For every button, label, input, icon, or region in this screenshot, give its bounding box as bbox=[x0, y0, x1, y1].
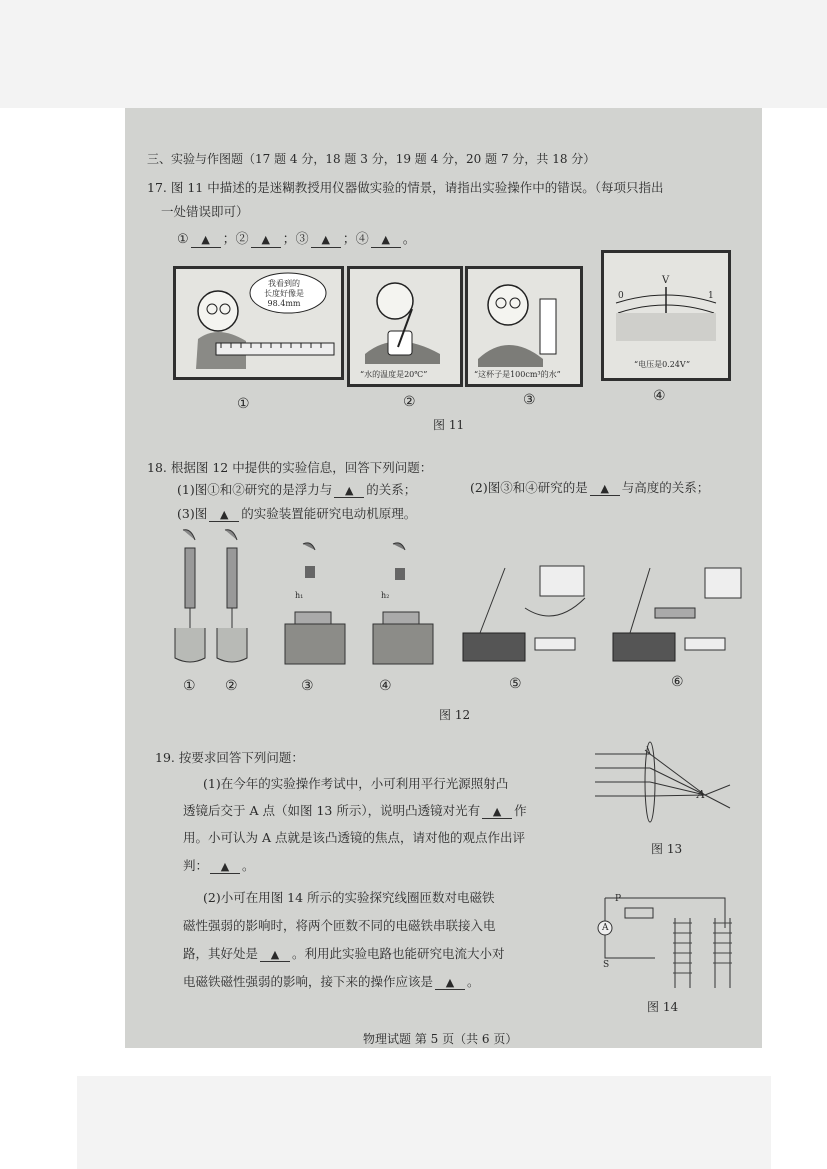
q18-part3: (3)图 ▲ 的实验装置能研究电动机原理。 bbox=[177, 506, 417, 521]
q17-answer-blank-3[interactable]: ▲ bbox=[311, 232, 341, 248]
q17-blank-label-4: ；④ bbox=[342, 232, 369, 247]
top-margin bbox=[0, 0, 827, 108]
fig11-label-3: ③ bbox=[523, 392, 536, 408]
q18-answer-blank-2[interactable]: ▲ bbox=[590, 480, 620, 496]
q19-p2-line1: (2)小可在用图 14 所示的实验探究线圈匝数对电磁铁 bbox=[203, 890, 495, 905]
q19-p2-line2: 磁性强弱的影响时，将两个匝数不同的电磁铁串联接入电 bbox=[183, 918, 496, 933]
fig13-lens-diagram bbox=[590, 740, 740, 830]
professor-cylinder-illustration bbox=[468, 269, 580, 384]
q17-text-line2: 一处错误即可） bbox=[161, 204, 249, 219]
q17-answer-line bbox=[177, 228, 416, 248]
fig11-caption-3: “这杯子是100cm³的水” bbox=[474, 370, 561, 379]
q17-answer-blank-4[interactable]: ▲ bbox=[371, 232, 401, 248]
q19-p1-line2: 透镜后交于 A 点（如图 13 所示），说明凸透镜对光有 ▲ 作 bbox=[183, 803, 527, 818]
fig11-label-4: ④ bbox=[653, 388, 666, 404]
fig12-title: 图 12 bbox=[439, 708, 471, 722]
q19-p1-line4: 判： ▲ 。 bbox=[183, 858, 255, 873]
fig12-item-3 bbox=[285, 543, 345, 664]
q18-text: 18. 根据图 12 中提供的实验信息，回答下列问题： bbox=[147, 460, 433, 475]
section-heading: 三、实验与作图题（17 题 4 分，18 题 3 分，19 题 4 分，20 题 7 分，共 18 分） bbox=[147, 152, 596, 166]
q18-answer-blank-3[interactable]: ▲ bbox=[209, 506, 239, 522]
q17-answer-blank-1[interactable]: ▲ bbox=[191, 232, 221, 248]
q19-answer-blank-1[interactable]: ▲ bbox=[482, 803, 512, 819]
fig12-h2-label: h₂ bbox=[381, 591, 390, 600]
voltmeter-scale-unit: V bbox=[662, 275, 670, 286]
fig12-item-1 bbox=[175, 530, 205, 662]
fig12-item-6 bbox=[613, 568, 741, 661]
fig11-label-1: ① bbox=[237, 396, 250, 412]
fig11-bubble: 我看到的 长度好像是 98.4mm bbox=[264, 279, 304, 308]
fig11-panel-thermometer bbox=[347, 266, 463, 387]
q17-answer-blank-2[interactable]: ▲ bbox=[251, 232, 281, 248]
q19-p2-line4: 电磁铁磁性强弱的影响，接下来的操作应该是 ▲ 。 bbox=[183, 974, 480, 989]
q18-answer-blank-1[interactable]: ▲ bbox=[334, 482, 364, 498]
fig11-caption-2: “水的温度是20℃” bbox=[360, 370, 428, 379]
q19-p1-line3: 用。小可认为 A 点就是该凸透镜的焦点，请对他的观点作出评 bbox=[183, 830, 525, 845]
voltmeter-scale-one: 1 bbox=[708, 291, 714, 301]
q19-answer-blank-4[interactable]: ▲ bbox=[435, 974, 465, 990]
professor-ruler-illustration bbox=[176, 269, 341, 377]
q17-blank-label-2: ；② bbox=[222, 232, 249, 247]
fig12-illustrations bbox=[125, 528, 762, 688]
page-footer: 物理试题 第 5 页（共 6 页） bbox=[363, 1032, 518, 1046]
q19-answer-blank-3[interactable]: ▲ bbox=[260, 946, 290, 962]
fig14-label-A: A bbox=[602, 923, 609, 933]
exam-page bbox=[125, 108, 762, 1048]
q19-answer-blank-2[interactable]: ▲ bbox=[210, 858, 240, 874]
fig12-label-2: ② bbox=[225, 678, 238, 694]
q19-text: 19. 按要求回答下列问题： bbox=[155, 750, 304, 765]
q19-p1-line1: (1)在今年的实验操作考试中，小可利用平行光源照射凸 bbox=[203, 776, 509, 791]
q18-part2: (2)图③和④研究的是 ▲ 与高度的关系； bbox=[470, 480, 710, 495]
fig14-label-S: S bbox=[603, 960, 610, 970]
q18-part1: (1)图①和②研究的是浮力与 ▲ 的关系； bbox=[177, 482, 417, 497]
q17-text-line1: 17. 图 11 中描述的是迷糊教授用仪器做实验的情景，请指出实验操作中的错误。（每项只指出 bbox=[147, 180, 664, 195]
fig12-label-3: ③ bbox=[301, 678, 314, 694]
voltmeter-scale-zero: 0 bbox=[618, 291, 624, 301]
fig13-point-A: A bbox=[697, 788, 705, 801]
fig12-label-1: ① bbox=[183, 678, 196, 694]
fig14-label-P: P bbox=[615, 894, 622, 904]
q17-answer-end: 。 bbox=[402, 232, 416, 247]
fig12-label-4: ④ bbox=[379, 678, 392, 694]
q19-p2-line3: 路，其好处是 ▲ 。利用此实验电路也能研究电流大小对 bbox=[183, 946, 505, 961]
fig13-title: 图 13 bbox=[651, 842, 683, 856]
fig12-item-2 bbox=[217, 530, 247, 662]
fig11-panel-ruler bbox=[173, 266, 344, 380]
fig12-h1-label: h₁ bbox=[295, 591, 304, 600]
q17-blank-label-1: ① bbox=[177, 232, 189, 247]
fig11-panel-cylinder bbox=[465, 266, 583, 387]
fig12-item-4 bbox=[373, 543, 433, 664]
fig11-title: 图 11 bbox=[433, 418, 465, 432]
professor-thermometer-illustration bbox=[350, 269, 460, 384]
fig11-label-2: ② bbox=[403, 394, 416, 410]
fig14-title: 图 14 bbox=[647, 1000, 679, 1014]
fig11-caption-4: “电压是0.24V” bbox=[634, 360, 691, 369]
fig12-item-5 bbox=[463, 566, 585, 661]
q17-blank-label-3: ；③ bbox=[282, 232, 309, 247]
fig11-panel-voltmeter bbox=[601, 250, 731, 381]
fig12-label-5: ⑤ bbox=[509, 676, 522, 692]
fig12-label-6: ⑥ bbox=[671, 674, 684, 690]
bottom-margin bbox=[77, 1076, 771, 1169]
